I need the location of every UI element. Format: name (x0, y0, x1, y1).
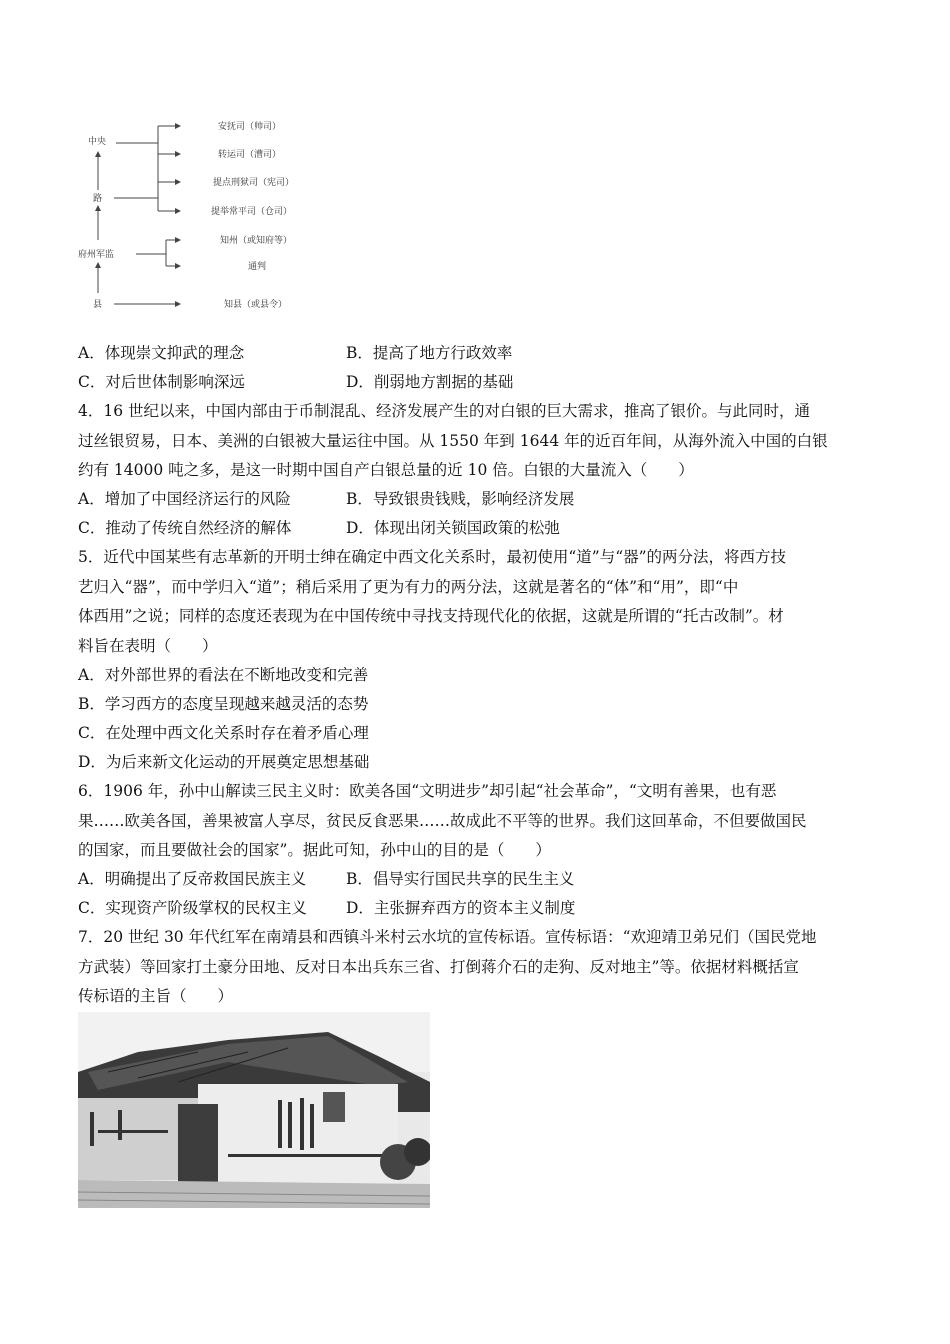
q3-option-d[interactable]: D．削弱地方割据的基础 (346, 373, 514, 391)
q5-option-c[interactable]: C．在处理中西文化关系时存在着矛盾心理 (78, 724, 369, 742)
q3-options-row-2 (78, 372, 514, 392)
office-tiju: 提举常平司（仓司） (211, 207, 293, 217)
xian-label: 县 (93, 300, 103, 310)
fuzhou-label: 府州军监 (78, 250, 115, 260)
q5-option-d[interactable]: D．为后来新文化运动的开展奠定思想基础 (78, 753, 370, 771)
office-tidian: 提点刑狱司（宪司） (213, 178, 295, 188)
q4-stem-line: 约有 14000 吨之多，是这一时期中国自产白银总量的近 10 倍。白银的大量流入（ ） (78, 461, 694, 479)
administrative-structure-diagram (78, 108, 318, 318)
q5-stem-line: 5．近代中国某些有志革新的开明士绅在确定中西文化关系时，最初使用“道”与“器”的两分法，将西方技 (78, 548, 787, 566)
q6-option-b[interactable]: B．倡导实行国民共享的民生主义 (346, 870, 575, 888)
slogan-house-photo (78, 1012, 430, 1208)
q5-stem-line: 料旨在表明（ ） (78, 637, 218, 655)
q6-option-d[interactable]: D．主张摒弃西方的资本主义制度 (346, 899, 576, 917)
q5-option-a[interactable]: A．对外部世界的看法在不断地改变和完善 (78, 666, 369, 684)
q4-option-a[interactable]: A．增加了中国经济运行的风险 (78, 490, 291, 508)
q7-stem-line: 方武装）等回家打土豪分田地、反对日本出兵东三省、打倒蒋介石的走狗、反对地主”等。依据材料概括宣 (78, 958, 799, 976)
office-zhizhou: 知州（或知府等） (220, 236, 293, 246)
q6-stem-line: 6．1906 年，孙中山解读三民主义时：欧美各国“文明进步”却引起“社会革命”，“文明有善果，也有恶 (78, 782, 777, 800)
office-tongpan: 通判 (248, 262, 267, 272)
q6-stem-line: 果……欧美各国，善果被富人享尽，贫民反食恶果……故成此不平等的世界。我们这回革命，不但要做国民 (78, 812, 807, 830)
q6-option-c[interactable]: C．实现资产阶级掌权的民权主义 (78, 899, 307, 917)
q6-option-a[interactable]: A．明确提出了反帝救国民族主义 (78, 870, 307, 888)
q3-option-c[interactable]: C．对后世体制影响深远 (78, 373, 245, 391)
q7-stem-line: 传标语的主旨（ ） (78, 987, 234, 1005)
q4-option-c[interactable]: C．推动了传统自然经济的解体 (78, 519, 292, 537)
office-anfu: 安抚司（帅司） (218, 122, 282, 132)
office-zhixian: 知县（或县令） (224, 300, 288, 310)
q4-option-b[interactable]: B．导致银贵钱贱，影响经济发展 (346, 490, 575, 508)
central-label: 中央 (88, 137, 107, 147)
q5-stem-line: 体西用”之说；同样的态度还表现为在中国传统中寻找支持现代化的依据，这就是所谓的“托古改制”。材 (78, 607, 784, 625)
office-zhuanyun: 转运司（漕司） (218, 150, 282, 160)
q4-options-row-1 (78, 489, 575, 509)
q6-options-row-2 (78, 898, 576, 918)
q3-option-a[interactable]: A．体现崇文抑武的理念 (78, 344, 245, 362)
q4-stem-line: 4．16 世纪以来，中国内部由于币制混乱、经济发展产生的对白银的巨大需求，推高了银价。与此同时，通 (78, 402, 811, 420)
q6-options-row-1 (78, 869, 575, 889)
q7-stem-line: 7．20 世纪 30 年代红军在南靖县和西镇斗米村云水坑的宣传标语。宣传标语：“欢迎靖卫弟兄们（国民党地 (78, 928, 817, 946)
q6-stem-line: 的国家，而且要做社会的国家”。据此可知，孙中山的目的是（ ） (78, 841, 551, 859)
q4-option-d[interactable]: D．体现出闭关锁国政策的松弛 (346, 519, 560, 537)
q5-stem-line: 艺归入“器”，而中学归入“道”；稍后采用了更为有力的两分法，这就是著名的“体”和“用”，即“中 (78, 578, 739, 596)
q5-option-b[interactable]: B．学习西方的态度呈现越来越灵活的态势 (78, 695, 369, 713)
lu-label: 路 (93, 194, 103, 204)
q3-option-b[interactable]: B．提高了地方行政效率 (346, 344, 513, 362)
q4-stem-line: 过丝银贸易，日本、美洲的白银被大量运往中国。从 1550 年到 1644 年的近百年间，从海外流入中国的白银 (78, 432, 828, 450)
q4-options-row-2 (78, 518, 560, 538)
q3-options-row-1 (78, 343, 513, 363)
